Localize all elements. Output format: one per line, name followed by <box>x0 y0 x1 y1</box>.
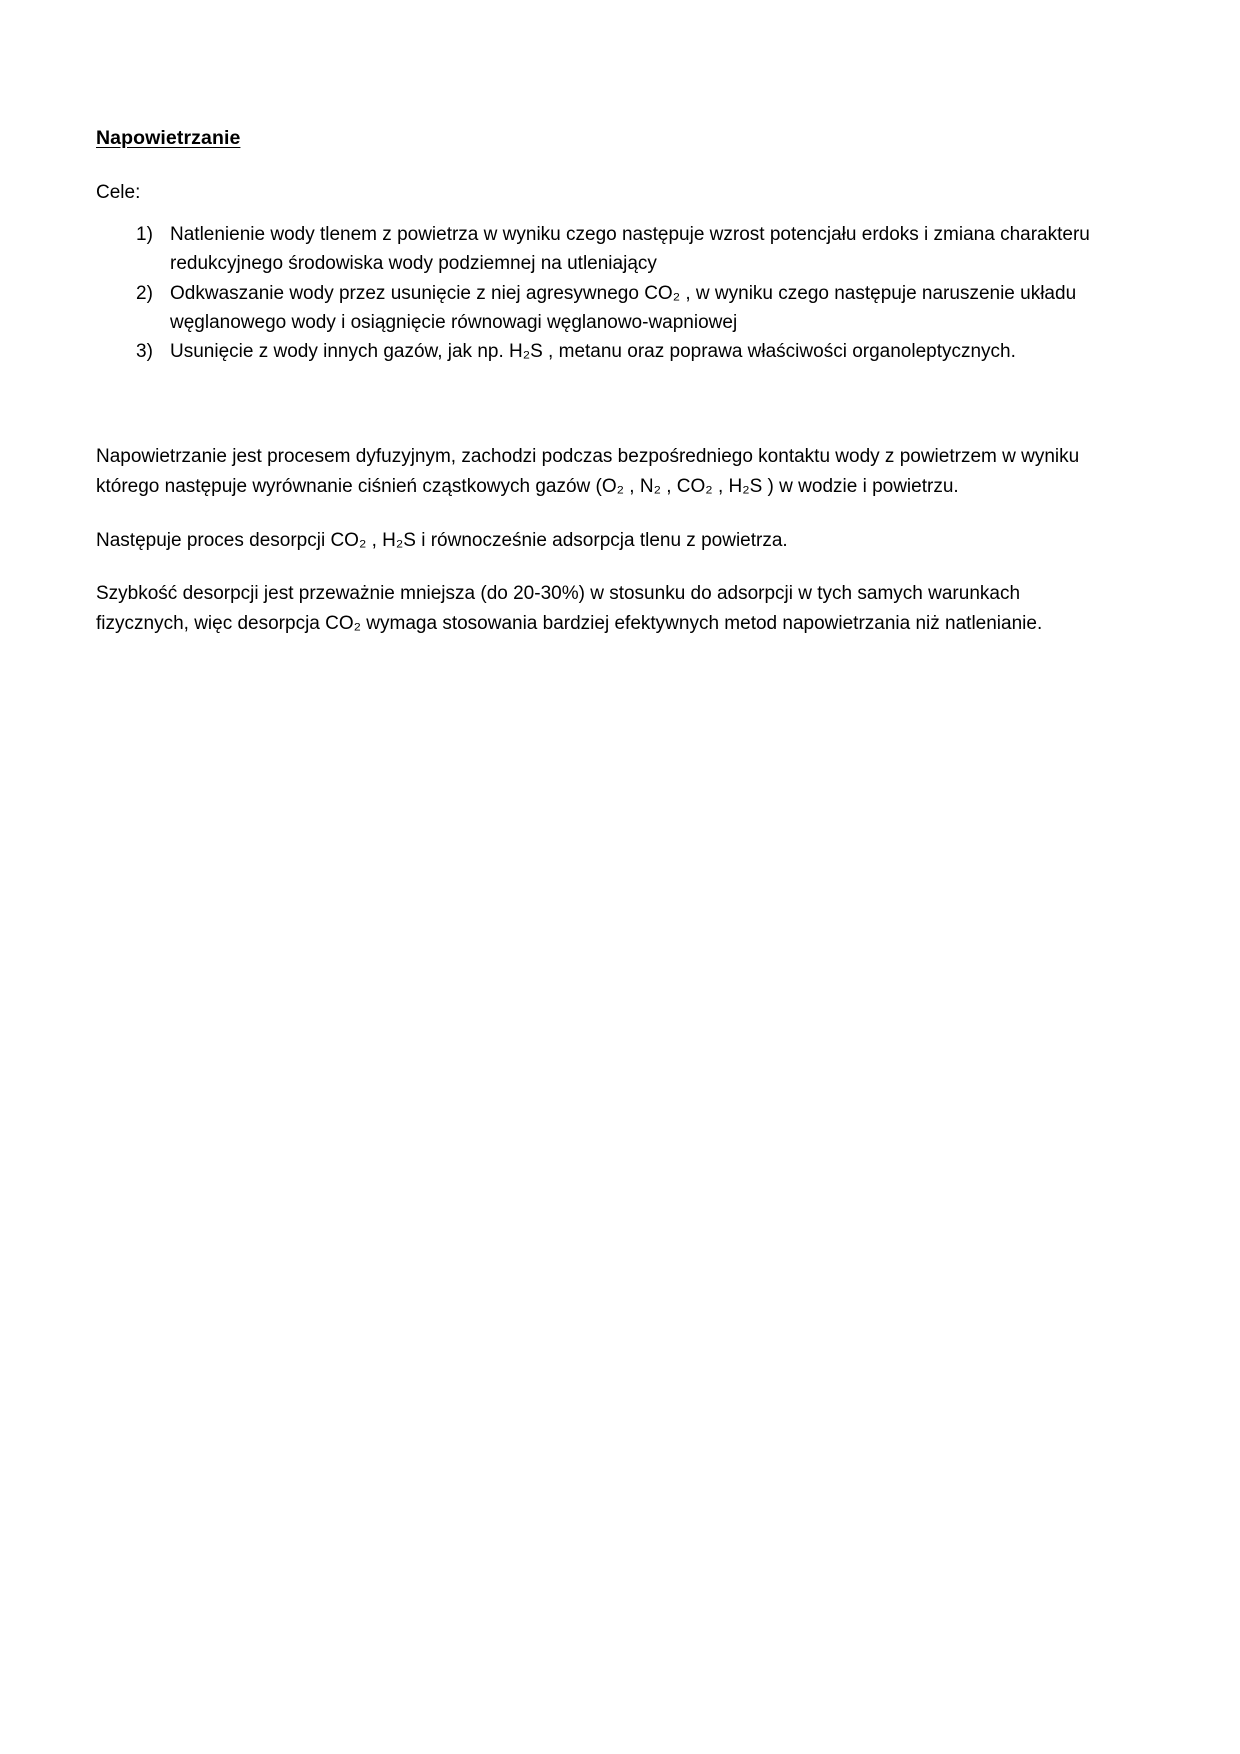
list-item <box>96 280 1101 338</box>
document-content <box>96 126 1101 638</box>
list-item-marker: 3) <box>136 341 153 363</box>
list-item <box>96 221 1101 279</box>
list-item-marker: 2) <box>136 282 153 304</box>
list-item-text: Odkwaszanie wody przez usunięcie z niej agresywnego CO₂ , w wyniku czego następuje naruszenie układu węglanowego wody i osiągnięcie równowagi węglanowo-wapniowej <box>170 282 1077 333</box>
page-title: Napowietrzanie <box>96 127 241 149</box>
paragraph-desorption: Następuje proces desorpcji CO₂ , H₂S i równocześnie adsorpcja tlenu z powietrza. <box>96 529 788 551</box>
paragraph-definition: Napowietrzanie jest procesem dyfuzyjnym, zachodzi podczas bezpośredniego kontaktu wody z powietrzem w wyniku którego następuje wyrównanie ciśnień cząstkowych gazów (O₂ , N₂ , CO₂ , H₂S ) w wodzie i powietrzu. <box>96 446 1080 497</box>
goals-list <box>96 221 1101 367</box>
list-item <box>96 338 1101 367</box>
list-item-text: Usunięcie z wody innych gazów, jak np. H₂S , metanu oraz poprawa właściwości organoleptycznych. <box>170 341 1016 363</box>
goals-label: Cele: <box>96 182 141 204</box>
list-item-marker: 1) <box>136 223 153 245</box>
list-item-text: Natlenienie wody tlenem z powietrza w wyniku czego następuje wzrost potencjału erdoks i zmiana charakteru redukcyjnego środowiska wody podziemnej na utleniający <box>170 223 1090 274</box>
section-spacer <box>96 368 1101 442</box>
paragraph-rate: Szybkość desorpcji jest przeważnie mniejsza (do 20-30%) w stosunku do adsorpcji w tych samych warunkach fizycznych, więc desorpcja CO₂ wymaga stosowania bardziej efektywnych metod napowietrzania niż natlenianie. <box>96 583 1043 634</box>
